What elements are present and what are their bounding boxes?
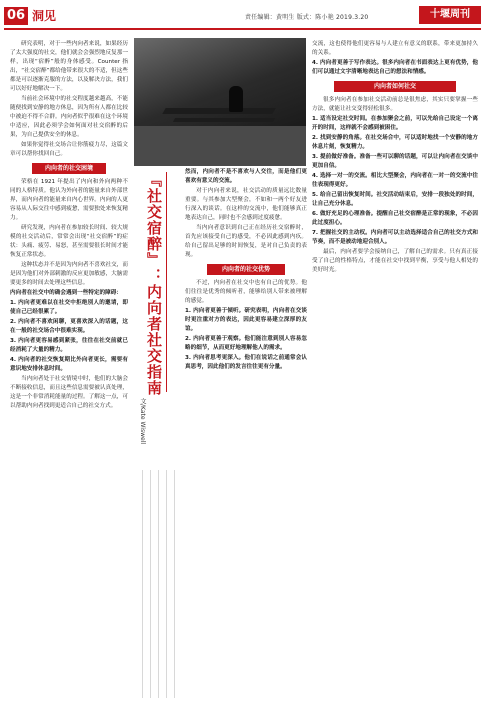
bold-paragraph: 然而，内向者不是不喜欢与人交往，而是他们更喜欢有意义的交流。 [185, 169, 307, 184]
list-item: 4. 内向者更善于写作表达。很多内向者在书面表达上更有优势，他们可以通过文字清晰地表达自己的想法和情感。 [312, 60, 478, 75]
column-3 [312, 40, 478, 698]
subheading: 内向者如何社交 [334, 81, 456, 92]
paragraph: 当内向者意识到自己正在经历社交宿醉时，首先应该接受自己的感受，不必因此感到内疚。给自己留出足够的时间恢复，是对自己负责的表现。 [185, 225, 307, 258]
column-2 [185, 168, 307, 698]
list-item: 1. 适当设定社交时间。在参加聚会之前，可以先给自己设定一个离开的时间，这样就不会感到被困住。 [312, 116, 478, 131]
list-item: 4. 选择一对一的交流。相比大型聚会，内向者在一对一的交流中往往表现得更好。 [312, 173, 478, 188]
list-item: 3. 内向者思考更深入。他们在说话之前通常会认真思考，因此他们的发言往往更有分量。 [185, 355, 307, 370]
paragraph: 研究发现，内向者在参加较长时间、较大规模的社交活动后，常常会出现“社交宿醉”的症状：头痛、疲劳、易怒，甚至需要很长时间才能恢复正常状态。 [10, 225, 128, 258]
title-band [134, 168, 182, 468]
bold-paragraph: 内向者在社交中的确会遇到一些特定的障碍： [10, 290, 122, 296]
title-divider [166, 172, 167, 392]
editor-meta: 责任编辑：黄明生 版式：陈小艳 2019.3.20 [245, 14, 369, 21]
paragraph: 当前社会环境中的社交程度越来越高，不能随便找到安静的地方休息，因为所有人都在比较中被迫不得不合群。内向者似乎很难在这个环境中适应，因此必须学会如何面对社交宿醉的后果，为自己提供安全的休息。 [10, 96, 128, 138]
photo-ground [134, 126, 306, 166]
list-item: 5. 给自己留出恢复时间。社交活动结束后，安排一段独处的时间，让自己充分休息。 [312, 192, 478, 207]
list-item: 1. 内向者更善于倾听。研究表明，内向者在交谈时更注重对方的表达，因此更容易建立深厚的友谊。 [185, 308, 307, 332]
paragraph: 很多内向者在参加社交活动前总是很焦虑，其实只要掌握一些方法，就能让社交变得轻松很多。 [312, 97, 478, 112]
list-item: 4. 内向者的社交恢复期比外向者更长，需要有意识地安排休息时间。 [10, 357, 128, 372]
list-item: 3. 内向者更容易感到紧张，往往在社交前就已经消耗了大量的精力。 [10, 338, 128, 353]
photo-person-silhouette [229, 86, 243, 112]
list-item: 6. 做好充足的心理准备。提醒自己社交宿醉是正常的现象，不必因此过度担心。 [312, 211, 478, 226]
column-1 [10, 40, 128, 698]
section-title: 洞见 [32, 9, 57, 23]
list-item: 1. 内向者更难以在社交中拒绝别人的邀请，即使自己已经很累了。 [10, 300, 128, 315]
subheading: 内向者的社交困境 [32, 163, 106, 174]
paragraph: 荣格在 1921 年提出了内向和外向两种不同的人格特质。他认为外向者的能量来自外部世界，而内向者的能量来自内心世界。内向的人更容易从人际交往中感到疲惫，需要独处来恢复精力。 [10, 179, 128, 221]
paragraph: 这种状态并不是因为内向者不喜欢社交，而是因为他们对外部刺激的反应更加敏感，大脑需要更多的时间去处理这些信息。 [10, 262, 128, 286]
paragraph: 交流，这也使得他们更容易与人建立有意义的联系，带来更加持久的关系。 [312, 41, 478, 56]
paragraph: 研究表明，对于一些内向者来说，如果经历了太大强度的社交，他们就会会强烈地反复那一样，出现“宿醉”般的身体感受。Counter 指出，“社交宿醉”都给他带来很大的不适，但这些都是可以逐渐克服的方法，以及解决方法，我们可以好好地解决一下。 [10, 41, 128, 92]
paragraph: 当内向者处于社交情境中时，他们的大脑会不断接收信息，而且这些信息需要被认真处理，这是一个非常消耗能量的过程。了解这一点，可以帮助内向者找到更适合自己的社交方式。 [10, 376, 128, 409]
list-item: 2. 内向者不喜欢闲聊，更喜欢深入的话题，这在一般的社交场合中很难实现。 [10, 319, 128, 334]
article-photo [134, 38, 306, 166]
list-item: 2. 内向者更善于观察。他们能注意到别人容易忽略的细节，从而更好地理解他人的需求。 [185, 336, 307, 351]
page-number: 06 [4, 7, 28, 25]
list-item: 3. 提前做好准备。准备一些可以聊的话题，可以让内向者在交谈中更加自信。 [312, 154, 478, 169]
paragraph: 如果你觉得社交场合让你筋疲力尽，这篇文章可以帮你找回自己。 [10, 142, 128, 157]
paragraph: 对于内向者来说，社交活动的质量远比数量重要。与其参加大型聚会，不如和一两个好友进行深入的谈话。在这样的交流中，他们能够真正地表达自己，同时也不会感到过度疲惫。 [185, 188, 307, 221]
decorative-lines [134, 470, 182, 698]
list-item: 2. 找到安静的角落。在社交场合中，可以适时地找一个安静的地方休息片刻，恢复精力。 [312, 135, 478, 150]
article-author: 文/Kate Wiswell [139, 398, 146, 445]
article-title: 『社交宿醉』：内向者社交指南 [145, 172, 163, 396]
header-rule [4, 28, 481, 30]
page-header [0, 0, 485, 30]
paragraph: 最后，内向者要学会接纳自己，了解自己的需求。只有真正接受了自己的性格特点，才能在社交中找到平衡，享受与他人相处的美好时光。 [312, 249, 478, 273]
publication-brand: 十堰周刊 [419, 6, 481, 24]
photo-bench [162, 108, 275, 114]
subheading: 内向者的社交优势 [207, 264, 285, 275]
photo-bench-lower [173, 118, 275, 122]
list-item: 7. 把握社交的主动权。内向者可以主动选择适合自己的社交方式和节奏，而不是被动地迎合别人。 [312, 230, 478, 245]
paragraph: 不过，内向者在社交中也有自己的优势。他们往往是优秀的倾听者，能够给别人带来被理解的感觉。 [185, 280, 307, 304]
